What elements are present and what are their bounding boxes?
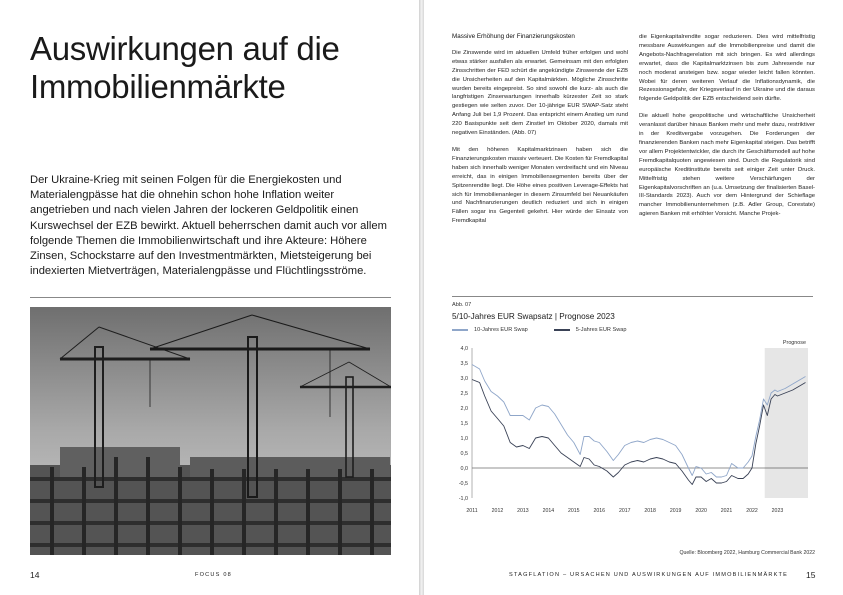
text-column-2 bbox=[639, 33, 815, 227]
x-tick-label: 2019 bbox=[669, 508, 682, 514]
legend-swatch-10y bbox=[452, 329, 468, 331]
x-tick-label: 2014 bbox=[542, 508, 555, 514]
running-head-right: STAGFLATION – URSACHEN UND AUSWIRKUNGEN AUF IMMOBILIENMÄRKTE bbox=[509, 572, 789, 578]
paragraph: Die Zinswende wird im aktuellen Umfeld früher erfolgen und wohl etwas stärker ausfallen als erwartet. Gemeinsam mit den erfolgten Zinsschritten der FED schürt die angekündigte Zinswende der EZB die Unsicherheiten auf den Kapitalmärkten. Mögliche Zinsschritte wurden bereits eingepreist. So sind sowohl die kurz- als auch die langfristigen Zinserwartungen innerhalb kürzester Zeit so stark gestiegen wie selten zuvor. Der 10-jährige EUR SWAP-Satz steht Anfang Juli bei 1,9 Prozent. Das entspricht einem Anstieg um rund 220 Basispunkte seit dem Zinstief im Oktober 2020, damals mit negativen Einständen. (Abb. 07) bbox=[452, 49, 628, 137]
page-number-left: 14 bbox=[30, 570, 40, 580]
chart-title: 5/10-Jahres EUR Swapsatz | Prognose 2023 bbox=[452, 312, 615, 321]
figure-label: Abb. 07 bbox=[452, 302, 472, 308]
y-tick-label: 0,0 bbox=[460, 466, 468, 472]
left-page bbox=[0, 0, 419, 595]
forecast-band bbox=[765, 348, 808, 498]
right-page bbox=[424, 0, 843, 595]
x-tick-label: 2018 bbox=[644, 508, 656, 514]
y-tick-label: 3,0 bbox=[460, 376, 468, 382]
lead-paragraph: Der Ukraine-Krieg mit seinen Folgen für die Energiekosten und Materialengpässe hat die ohnehin schon hohe Inflation weiter angetrieben und nach vielen Jahren der lockeren Geldpolitik einen Kurswechsel der EZB bewirkt. Aktuell beherrschen damit auch vor allem folgende Themen die Immobilienwirtschaft und ihre Akteure: Höhere Zinsen, Schockstarre auf den Investmentmärkten, Mietsteigerung bei indexierten Mietverträgen, Materialengpässe und Flüchtlingsströme. bbox=[30, 174, 387, 278]
paragraph: die Eigenkapitalrendite sogar reduzieren. Dies wird mittelfristig messbare Auswirkungen auf die Immobilienpreise und damit die Angebots-Nachfragerelation mit sich bringen. Es wird allerdings erwartet, dass die Kapitalmarktzinsen bis zum Jahresende nur noch moderat ansteigen bzw. sogar wieder leicht fallen könnten. Wobei für deren weiteren Verlauf die Inflationsdynamik, die Rezessionsgefahr, der Kriegsverlauf in der Ukraine und die daraus folgende Geldpolitik der EZB entscheidend sein dürfte. bbox=[639, 34, 815, 103]
y-tick-label: -1,0 bbox=[458, 496, 468, 502]
x-tick-label: 2013 bbox=[517, 508, 529, 514]
series-line-5y bbox=[472, 380, 806, 485]
y-tick-label: 3,5 bbox=[460, 361, 468, 367]
divider bbox=[30, 297, 391, 298]
legend-item-5y bbox=[554, 327, 627, 333]
x-tick-label: 2022 bbox=[746, 508, 758, 514]
x-tick-label: 2017 bbox=[618, 508, 631, 514]
x-tick-label: 2016 bbox=[593, 508, 606, 514]
y-tick-label: 0,5 bbox=[460, 451, 468, 457]
legend-label-10y: 10-Jahres EUR Swap bbox=[474, 327, 528, 333]
legend-item-10y bbox=[452, 327, 528, 333]
x-tick-label: 2015 bbox=[568, 508, 580, 514]
x-tick-label: 2011 bbox=[466, 508, 478, 514]
article-title: Auswirkungen auf die Immobilienmärkte bbox=[30, 30, 340, 105]
y-tick-label: 2,5 bbox=[460, 391, 468, 397]
y-tick-label: 1,0 bbox=[460, 436, 468, 442]
series-line-10y bbox=[472, 365, 806, 478]
y-tick-label: 2,0 bbox=[460, 406, 468, 412]
y-tick-label: 1,5 bbox=[460, 421, 468, 427]
page-number-right: 15 bbox=[806, 570, 816, 580]
x-tick-label: 2021 bbox=[720, 508, 733, 514]
x-tick-label: 2020 bbox=[695, 508, 707, 514]
section-subheading: Massive Erhöhung der Finanzierungskosten bbox=[452, 33, 575, 40]
chart-legend bbox=[452, 327, 626, 333]
x-tick-label: 2023 bbox=[771, 508, 784, 514]
y-tick-label: -0,5 bbox=[458, 481, 468, 487]
paragraph: Mit den höheren Kapitalmarktzinsen haben sich die Finanzierungskosten massiv verteuert. Die Kosten für Fremdkapital haben sich innerhalb weniger Monaten verdreifacht und ein Niveau erreicht, das in einigen Immobiliensegmenten bereits über der Spitzenrendite liegt. Die Höhe eines positiven Leverage-Effekts hat sich für Immobilienanleger in diesem Zinsumfeld bei Neuankäufen und Nachfinanzierungen deutlich reduziert und sich in einigen Fällen sogar ins Gegenteil gekehrt. Hier würde der Einsatz von Fremdkapital bbox=[452, 146, 628, 225]
x-tick-label: 2012 bbox=[491, 508, 504, 514]
y-tick-label: 4,0 bbox=[460, 346, 468, 352]
construction-cranes-photo bbox=[30, 307, 391, 555]
swap-rate-chart bbox=[452, 340, 822, 520]
chart-source: Quelle: Bloomberg 2022, Hamburg Commercial Bank 2022 bbox=[679, 550, 815, 556]
chart-divider bbox=[452, 296, 813, 297]
running-head-left: FOCUS 08 bbox=[195, 572, 232, 578]
legend-label-5y: 5-Jahres EUR Swap bbox=[575, 327, 627, 333]
text-column-1 bbox=[452, 33, 628, 234]
prognose-label: Prognose bbox=[782, 340, 806, 347]
legend-swatch-5y bbox=[554, 329, 570, 331]
paragraph: Die aktuell hohe geopolitische und wirtschaftliche Unsicherheit veranlasst darüber hinaus Banken mehr und mehr dazu, restriktiver in der Kreditvergabe vorzugehen. Die Forderungen der finanzierenden Banken nach mehr Eigenkapital steigen. Das betrifft vor allem Projektentwickler, die durch ihr Geschäftsmodell auf hohe Fremdkapitalquoten angewiesen sind. Durch die Regulatorik sind europäische Kreditinstitute bereits seit einiger Zeit unter Druck. Mittelfristig stehen weitere Verschärfungen der Eigenkapitalvorschriften an (u.a. Umsetzung der finalisierten Basel-III-Standards 2023). Auch vor dem Hintergrund der Schieflage mancher Immobilienunternehmen (z.B. Adler Group, Corestate) agieren Banken mit erhöhter Vorsicht. Manche Projek- bbox=[639, 113, 815, 218]
